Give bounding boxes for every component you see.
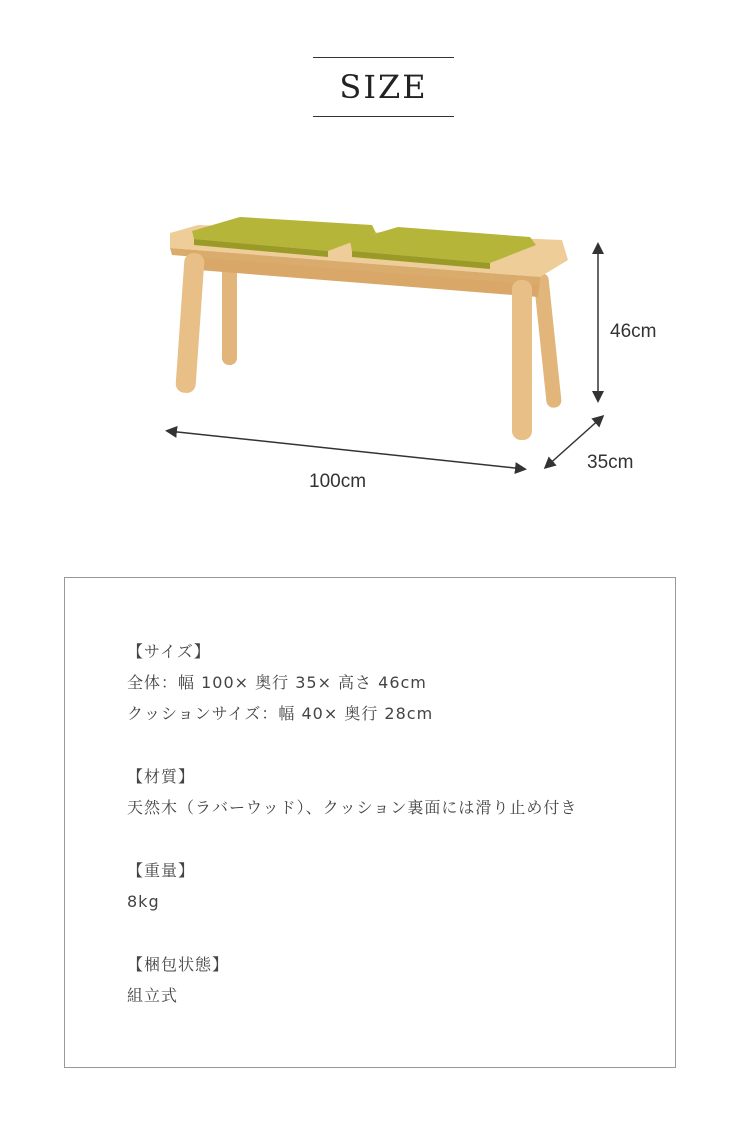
spec-box xyxy=(64,577,676,1068)
bench-leg-front-left xyxy=(175,252,205,393)
section-title xyxy=(313,57,454,117)
spec-line: 全体：幅 100× 奥行 35× 高さ 46cm xyxy=(127,673,427,692)
title-top-rule xyxy=(313,57,454,58)
width-label: 100cm xyxy=(309,471,367,492)
spec-heading: 【重量】 xyxy=(127,861,196,880)
spec-line: 組立式 xyxy=(127,986,179,1005)
spec-list xyxy=(127,636,667,1043)
spec-material-section xyxy=(127,761,667,823)
spec-size-section xyxy=(127,636,667,729)
bench-leg-back-left xyxy=(222,267,237,365)
width-arrow xyxy=(168,431,524,469)
page-title: SIZE xyxy=(339,68,428,106)
spec-heading: 【サイズ】 xyxy=(127,642,211,661)
title-bottom-rule xyxy=(313,116,454,117)
height-label: 46cm xyxy=(610,321,657,342)
spec-line: 8kg xyxy=(127,892,160,911)
bench-leg-front-right xyxy=(512,280,532,440)
depth-label: 35cm xyxy=(587,452,634,473)
spec-heading: 【材質】 xyxy=(127,767,196,786)
spec-weight-section xyxy=(127,855,667,917)
spec-line: クッションサイズ：幅 40× 奥行 28cm xyxy=(127,704,434,723)
spec-packaging-section xyxy=(127,949,667,1011)
spec-line: 天然木（ラバーウッド）、クッション裏面には滑り止め付き xyxy=(127,798,578,817)
spec-heading: 【梱包状態】 xyxy=(127,955,230,974)
